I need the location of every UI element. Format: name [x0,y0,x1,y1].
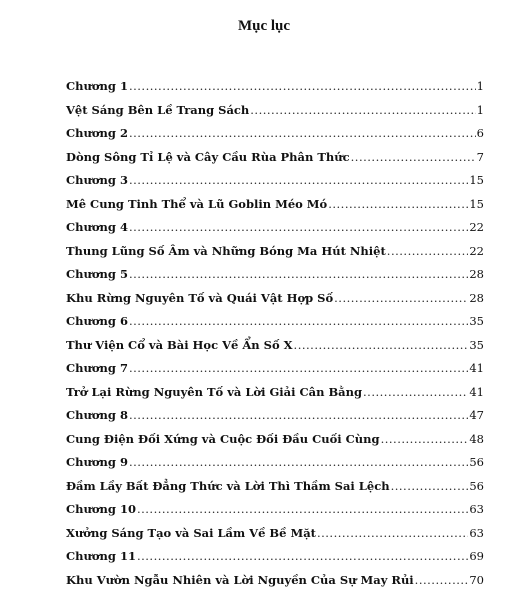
toc-entry-label: Vệt Sáng Bên Lề Trang Sách [66,103,249,117]
dot-leader [328,197,468,211]
dot-leader [129,314,468,328]
dot-leader [129,220,468,234]
toc-entry-label: Khu Vườn Ngẫu Nhiên và Lời Nguyền Của Sự May Rủi [66,573,414,587]
toc-entry[interactable] [66,267,484,291]
toc-entry-label: Chương 9 [66,455,128,469]
toc-entry[interactable] [66,173,484,197]
toc-entry-label: Chương 6 [66,314,128,328]
toc-entry[interactable] [66,220,484,244]
toc-entry-page-number: 7 [477,150,484,164]
toc-entry-page-number: 56 [469,455,484,469]
toc-entry-label: Khu Rừng Nguyên Tố và Quái Vật Hợp Số [66,291,333,305]
toc-entry-page-number: 35 [469,314,484,328]
toc-entry[interactable] [66,197,484,221]
toc-entry-label: Chương 8 [66,408,128,422]
toc-entry-label: Đầm Lầy Bất Đẳng Thức và Lời Thì Thầm Sai Lệch [66,479,390,493]
dot-leader [381,432,469,446]
dot-leader [317,526,468,540]
toc-entry-page-number: 6 [477,126,484,140]
toc-entry-page-number: 35 [469,338,484,352]
toc-entry-page-number: 28 [469,267,484,281]
toc-entry-label: Trở Lại Rừng Nguyên Tố và Lời Giải Cân Bằng [66,385,362,399]
toc-entry-label: Chương 11 [66,549,136,563]
dot-leader [129,455,468,469]
dot-leader [351,150,476,164]
toc-entry-page-number: 69 [469,549,484,563]
dot-leader [129,79,476,93]
toc-entry[interactable] [66,526,484,550]
dot-leader [294,338,469,352]
toc-entry-page-number: 47 [469,408,484,422]
toc-entry[interactable] [66,549,484,573]
toc-entry-page-number: 56 [469,479,484,493]
toc-entry-label: Mê Cung Tinh Thể và Lũ Goblin Méo Mó [66,197,327,211]
dot-leader [334,291,468,305]
dot-leader [129,361,468,375]
toc-entry-page-number: 22 [469,220,484,234]
toc-entry[interactable] [66,361,484,385]
toc-entry-page-number: 1 [477,79,484,93]
toc-title: Mục lục [0,18,528,35]
toc-entry-page-number: 41 [469,385,484,399]
toc-entry[interactable] [66,79,484,103]
dot-leader [137,502,468,516]
toc-entry[interactable] [66,244,484,268]
toc-entry-page-number: 22 [469,244,484,258]
toc-entry-label: Chương 3 [66,173,128,187]
toc-entry[interactable] [66,432,484,456]
toc-entry[interactable] [66,455,484,479]
toc-entry-label: Xưởng Sáng Tạo và Sai Lầm Về Bề Mặt [66,526,316,540]
toc-entry-label: Dòng Sông Tỉ Lệ và Cây Cầu Rùa Phân Thức [66,150,350,164]
dot-leader [129,126,476,140]
toc-entry-label: Thung Lũng Số Âm và Những Bóng Ma Hút Nhiệt [66,244,386,258]
dot-leader [137,549,468,563]
toc-entry[interactable] [66,479,484,503]
dot-leader [415,573,469,587]
toc-entry-label: Cung Điện Đối Xứng và Cuộc Đối Đầu Cuối Cùng [66,432,380,446]
toc-entry[interactable] [66,126,484,150]
toc-entry[interactable] [66,314,484,338]
toc-entry[interactable] [66,338,484,362]
toc-entry[interactable] [66,408,484,432]
toc-entry-page-number: 15 [469,173,484,187]
toc-entry-label: Chương 2 [66,126,128,140]
toc-entry-label: Chương 4 [66,220,128,234]
toc-entry-page-number: 41 [469,361,484,375]
toc-entry-label: Chương 1 [66,79,128,93]
dot-leader [363,385,468,399]
dot-leader [391,479,469,493]
toc-entry-page-number: 28 [469,291,484,305]
toc-entry-label: Chương 10 [66,502,136,516]
toc-entry-page-number: 63 [469,502,484,516]
toc-entry[interactable] [66,385,484,409]
toc-entry[interactable] [66,573,484,596]
toc-entry[interactable] [66,291,484,315]
toc-entry-page-number: 48 [469,432,484,446]
dot-leader [250,103,475,117]
dot-leader [387,244,469,258]
dot-leader [129,267,468,281]
toc-entry-label: Thư Viện Cổ và Bài Học Về Ẩn Số X [66,338,293,352]
toc-entry-page-number: 15 [469,197,484,211]
toc-entry-label: Chương 5 [66,267,128,281]
toc-entry-page-number: 1 [477,103,484,117]
toc-entry[interactable] [66,103,484,127]
toc-entry-page-number: 70 [469,573,484,587]
toc-entry-page-number: 63 [469,526,484,540]
toc-entry-label: Chương 7 [66,361,128,375]
dot-leader [129,173,468,187]
table-of-contents [66,79,484,596]
dot-leader [129,408,468,422]
toc-entry[interactable] [66,150,484,174]
toc-entry[interactable] [66,502,484,526]
